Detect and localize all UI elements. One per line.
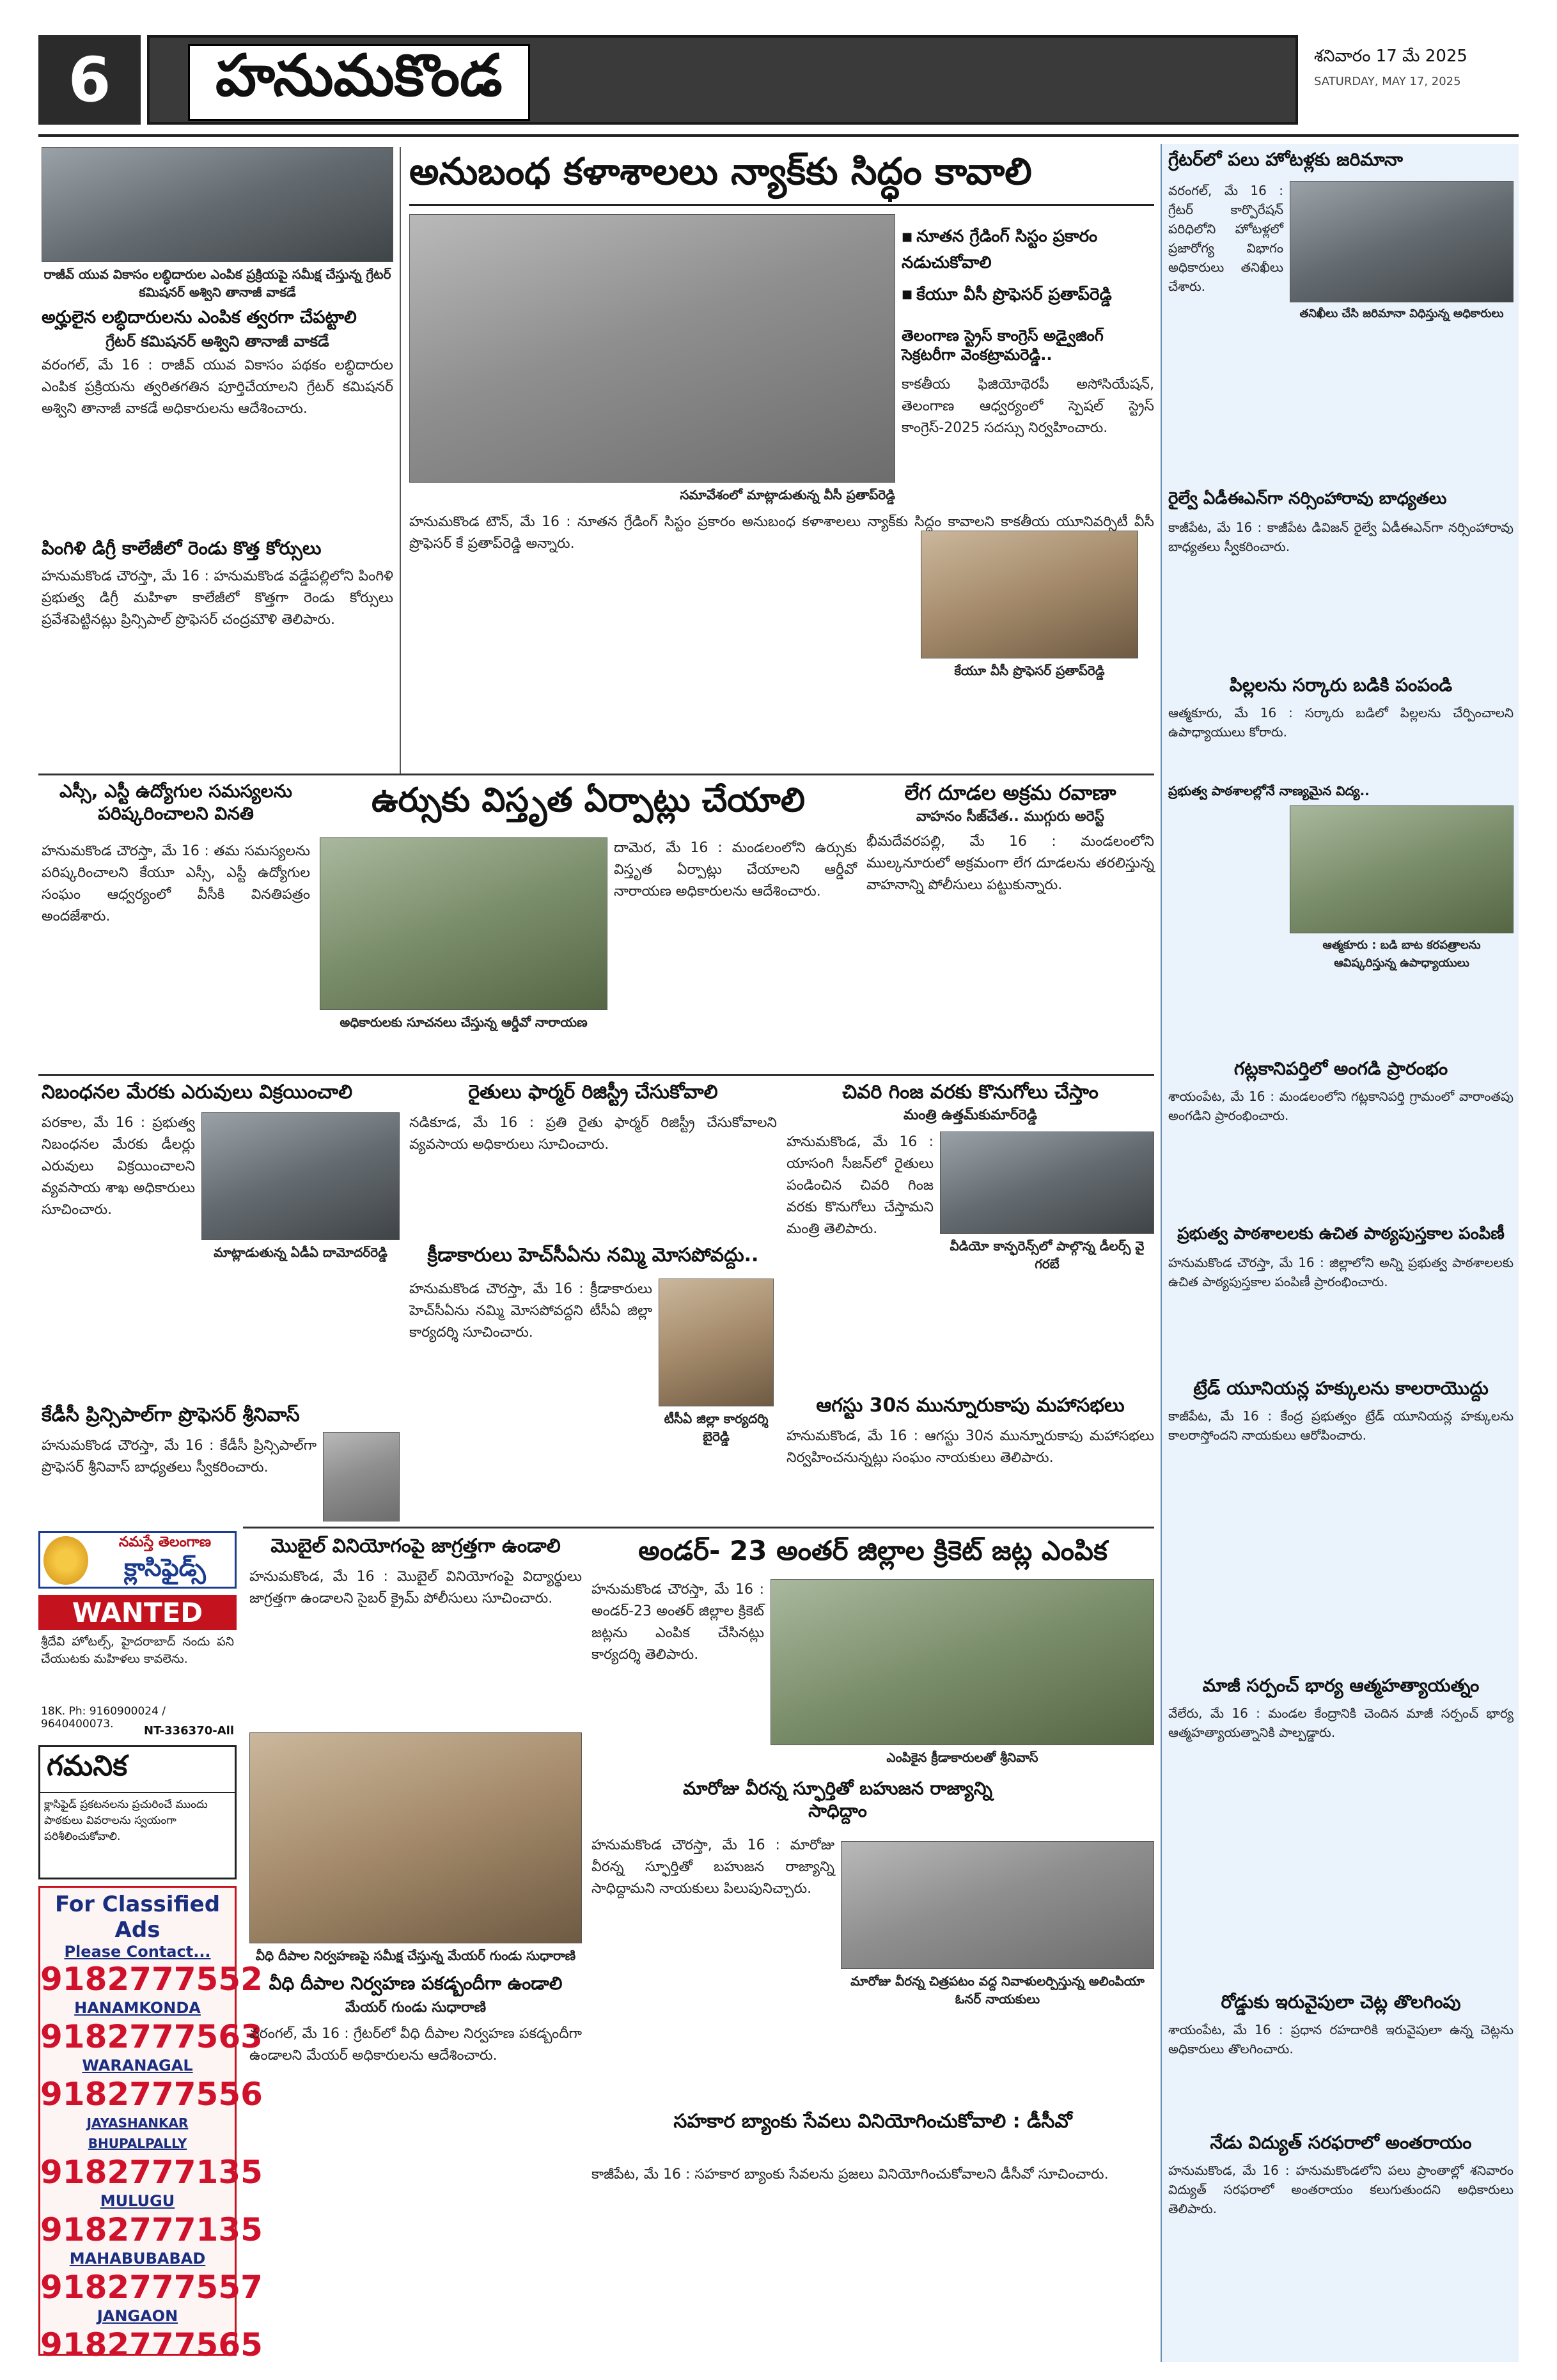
row3-c1-headline: నిబంధనల మేరకు ఎరువులు విక్రయించాలి bbox=[42, 1081, 353, 1103]
left2-headline: పింగిళి డిగ్రీ కాలేజీలో రెండు కొత్త కోర్సులు bbox=[42, 538, 322, 559]
wanted-body: శ్రీదేవి హోటల్స్, హైదరాబాద్ నందు పని చేయుటకు మహిళలు కావలెను. bbox=[41, 1635, 234, 1666]
row3-c3b-body: హనుమకొండ, మే 16 : ఆగస్టు 30న మున్నూరుకాపు మహాసభలు నిర్వహించనున్నట్లు సంఘం నాయకులు తెలిపారు. bbox=[786, 1428, 1154, 1466]
row3-c3-headline: చివరి గింజ వరకు కొనుగోలు చేస్తాం bbox=[842, 1081, 1099, 1103]
classifieds-header bbox=[38, 1531, 237, 1589]
row2-c3-sub: వాహనం సీజ్‌చేత.. ముగ్గురు అరెస్ట్ bbox=[916, 809, 1105, 825]
classifieds-brand: నమస్తే తెలంగాణ bbox=[118, 1534, 212, 1550]
classifieds-panel bbox=[38, 1531, 263, 2363]
wanted-phone: 18K. Ph: 9160900024 / 9640400073. bbox=[41, 1705, 166, 1731]
contact-phone-2: 9182777563 bbox=[40, 2018, 263, 2055]
row2-c1-headline: ఎస్సీ, ఎస్టీ ఉద్యోగుల సమస్యలను పరిష్కరించాలని వినతి bbox=[59, 781, 292, 824]
sb-a4-headline: గట్లకానిపర్తిలో అంగడి ప్రారంభం bbox=[1233, 1058, 1448, 1079]
sb-a1-caption: తనిఖీలు చేసి జరిమానా విధిస్తున్న అధికారులు bbox=[1299, 307, 1504, 320]
row4-c2-caption: ఎంపికైన క్రీడాకారులతో శ్రీనివాస్ bbox=[886, 1750, 1038, 1765]
row2-c2-body: దామెర, మే 16 : మండలంలోని ఉర్సుకు విస్తృత ఏర్పాట్లు చేయాలని ఆర్డీవో నారాయణ అధికారులను ఆదేశించారు. bbox=[614, 840, 857, 899]
sb-a8-body: శాయంపేట, మే 16 : ప్రధాన రహదారికి ఇరువైపులా ఉన్న చెట్లను అధికారులు తొలగించారు. bbox=[1168, 2022, 1514, 2057]
left1-headline: అర్హులైన లబ్ధిదారులను ఎంపిక త్వరగా చేపట్టాలి bbox=[42, 307, 357, 327]
row4-c1b-headline: వీధి దీపాల నిర్వహణ పకడ్బందీగా ఉండాలి bbox=[269, 1973, 563, 1994]
row2-c3-body: భీమదేవరపల్లి, మే 16 : మండలంలోని ముల్కనూరులో అక్రమంగా లేగ దూడలను తరలిస్తున్న వాహనాన్ని పోలీసులు పట్టుకున్నారు. bbox=[866, 834, 1154, 893]
contact-phone-3: 9182777556 bbox=[40, 2076, 263, 2113]
lead-body: హనుమకొండ టౌన్, మే 16 : నూతన గ్రేడింగ్ సిస్టం ప్రకారం అనుబంధ కళాశాలలు న్యాక్‌కు సిద్ధం కావాలని కాకతీయ యూనివర్సిటీ వీసీ ప్రొఫెసర్ కే ప్రతాప్‌రెడ్డి అన్నారు. bbox=[409, 514, 1154, 552]
contact-phone-5: 9182777135 bbox=[40, 2211, 263, 2248]
row4-c1-caption: వీధి దీపాల నిర్వహణపై సమీక్ష చేస్తున్న మేయర్ గుండు సుధారాణి bbox=[255, 1948, 576, 1963]
left1-body: వరంగల్, మే 16 : రాజీవ్ యువ వికాసం పథకం లబ్ధిదారుల ఎంపిక ప్రక్రియను త్వరితగతిన పూర్తిచేయాలని గ్రేటర్ కమిషనర్ అశ్విని తానాజీ వాకడే అధికారులను ఆదేశించారు. bbox=[42, 357, 393, 417]
row4-c2b-headline: మారోజు వీరన్న స్ఫూర్తితో బహుజన రాజ్యాన్ని సాధిద్దాం bbox=[683, 1778, 992, 1821]
ad-code: NT-336370-All bbox=[143, 1724, 234, 1738]
lead-headline: అనుబంధ కళాశాలలు న్యాక్‌కు సిద్ధం కావాలి bbox=[409, 148, 1154, 206]
row4-c2-body: హనుమకొండ చౌరస్తా, మే 16 : అండర్-23 అంతర్ జిల్లాల క్రికెట్ జట్లను ఎంపిక చేసినట్లు కార్యదర్శి తెలిపారు. bbox=[591, 1582, 764, 1663]
row3-c3b-headline: ఆగస్టు 30న మున్నూరుకాపు మహాసభలు bbox=[816, 1394, 1125, 1417]
row3-c1b-headline: కేడీసీ ప్రిన్సిపాల్‌గా ప్రొఫెసర్ శ్రీనివాస్ bbox=[42, 1404, 300, 1426]
row2-c2-caption: అధికారులకు సూచనలు చేస్తున్న ఆర్డీవో నారాయణ bbox=[340, 1015, 588, 1030]
row4-c2b-caption: మారోజు వీరన్న చిత్రపటం వద్ద నివాళులర్పిస్తున్న అలింపియా ఓనర్ నాయకులు bbox=[850, 1973, 1145, 2007]
row4-c2-photo bbox=[771, 1579, 1154, 1745]
row4-c2-headline: అండర్- 23 అంతర్ జిల్లాల క్రికెట్ జట్ల ఎంపిక bbox=[638, 1535, 1107, 1566]
row4-c1-headline: మొబైల్ వినియోగంపై జాగ్రత్తగా ఉండాలి bbox=[270, 1535, 561, 1557]
row3-c2b-portrait bbox=[659, 1279, 774, 1406]
lead-caption: సమావేశంలో మాట్లాడుతున్న వీసీ ప్రతాప్‌రెడ్డి bbox=[680, 487, 895, 502]
sb-a5-body: హనుమకొండ చౌరస్తా, మే 16 : జిల్లాలోని అన్ని ప్రభుత్వ పాఠశాలలకు ఉచిత పాఠ్యపుస్తకాల పంపిణీ ప్రారంభించారు. bbox=[1168, 1255, 1514, 1289]
row-divider-2 bbox=[38, 1074, 1154, 1076]
masthead bbox=[38, 35, 1519, 125]
contact-place-1: HANAMKONDA bbox=[74, 1999, 201, 2017]
row3-c2b-headline: క్రీడాకారులు హెచ్‌సీఏను నమ్మి మోసపోవద్దు.. bbox=[427, 1244, 759, 1266]
row3-c1b-portrait bbox=[323, 1432, 400, 1521]
sb-a4-body: శాయంపేట, మే 16 : మండలంలోని గట్లకానిపర్తి గ్రామంలో వారాంతపు అంగడిని ప్రారంభించారు. bbox=[1168, 1089, 1514, 1123]
row2-c3-headline: లేగ దూడల అక్రమ రవాణా bbox=[904, 781, 1116, 805]
lead-photo bbox=[409, 214, 895, 483]
sb-a3-photo bbox=[1290, 805, 1514, 933]
contact-phone-1: 9182777552 bbox=[40, 1961, 263, 1998]
contact-box bbox=[38, 1886, 263, 2363]
sb-a1-photo bbox=[1290, 181, 1514, 302]
left1-caption: రాజీవ్ యువ వికాసం లబ్ధిదారుల ఎంపిక ప్రక్రియపై సమీక్ష చేస్తున్న గ్రేటర్ కమిషనర్ అశ్విని తానాజీ వాకడే bbox=[43, 267, 391, 300]
wanted-banner: WANTED bbox=[38, 1595, 237, 1630]
sb-a6-headline: ట్రేడ్ యూనియన్ల హక్కులను కాలరాయొద్దు bbox=[1193, 1378, 1489, 1399]
lead-side-caption: కేయూ వీసీ ప్రొఫెసర్ ప్రతాప్‌రెడ్డి bbox=[954, 663, 1105, 678]
contact-phone-4: 9182777135 bbox=[40, 2154, 263, 2191]
left1-photo bbox=[42, 147, 393, 262]
row3-c1b-body: హనుమకొండ చౌరస్తా, మే 16 : కేడీసీ ప్రిన్సిపాల్‌గా ప్రొఫెసర్ శ్రీనివాస్ బాధ్యతలు స్వీకరించారు. bbox=[42, 1438, 317, 1475]
row4-c1b-body: వరంగల్, మే 16 : గ్రేటర్‌లో వీధి దీపాల నిర్వహణ పకడ్బందీగా ఉండాలని మేయర్ అధికారులను ఆదేశించారు. bbox=[249, 2026, 582, 2064]
sb-a3-headline: పిల్లలను సర్కారు బడికి పంపండి bbox=[1229, 674, 1453, 696]
sb-a9-body: హనుమకొండ, మే 16 : హనుమకొండలోని పలు ప్రాంతాల్లో శనివారం విద్యుత్ సరఫరాలో అంతరాయం కలుగుతుందని అధికారులు తెలిపారు. bbox=[1168, 2163, 1514, 2216]
row3-c3-caption: వీడియో కాన్ఫరెన్స్‌లో పాల్గొన్న డీలర్స్ వై గరబే bbox=[950, 1238, 1145, 1272]
row3-c2-headline: రైతులు ఫార్మర్ రిజిస్ట్రీ చేసుకోవాలి bbox=[468, 1081, 718, 1103]
row2-c1-body: హనుమకొండ చౌరస్తా, మే 16 : తమ సమస్యలను పరిష్కరించాలని కేయూ ఎస్సీ, ఎస్టీ ఉద్యోగుల సంఘం ఆధ్వర్యంలో వీసీకి వినతిపత్రం అందజేశారు. bbox=[42, 843, 310, 924]
sb-a6-body: కాజీపేట, మే 16 : కేంద్ర ప్రభుత్వం ట్రేడ్ యూనియన్ల హక్కులను కాలరాస్తోందని నాయకులు ఆరోపించారు. bbox=[1168, 1408, 1514, 1443]
sb-a1-body: వరంగల్, మే 16 : గ్రేటర్ కార్పొరేషన్ పరిధిలోని హోటళ్లలో ప్రజారోగ్య విభాగం అధికారులు తనిఖీలు చేశారు. bbox=[1168, 183, 1283, 294]
right-sidebar bbox=[1161, 144, 1519, 2362]
notice-title: గమనిక bbox=[40, 1747, 235, 1793]
row4-c1-body: హనుమకొండ, మే 16 : మొబైల్ వినియోగంపై విద్యార్థులు జాగ్రత్తగా ఉండాలని సైబర్ క్రైమ్ పోలీసులు సూచించారు. bbox=[249, 1569, 582, 1606]
row4-c2b-body: హనుమకొండ చౌరస్తా, మే 16 : మారోజు వీరన్న స్ఫూర్తితో బహుజన రాజ్యాన్ని సాధిద్దామని నాయకులు పిలుపునిచ్చారు. bbox=[591, 1837, 834, 1897]
page-number: 6 bbox=[38, 35, 141, 125]
namaste-logo-icon bbox=[43, 1536, 88, 1585]
notice-box bbox=[38, 1745, 237, 1879]
sb-a3-caption: ఆత్మకూరు : బడి బాట కరపత్రాలను ఆవిష్కరిస్తున్న ఉపాధ్యాయులు bbox=[1322, 938, 1481, 970]
left1-sub: గ్రేటర్ కమిషనర్ అశ్విని తానాజీ వాకడే bbox=[106, 332, 329, 350]
row3-c2-body: నడికూడ, మే 16 : ప్రతి రైతు ఫార్మర్ రిజిస్ట్రీ చేసుకోవాలని వ్యవసాయ అధికారులు సూచించారు. bbox=[409, 1115, 777, 1153]
row4-c1-photo bbox=[249, 1732, 582, 1943]
lead-side-body: కాకతీయ ఫిజియోథెరపీ అసోసియేషన్, తెలంగాణ ఆధ్వర్యంలో స్పెషల్ స్ట్రెస్ కాంగ్రెస్‌-2025 సదస్సు నిర్వహించారు. bbox=[902, 377, 1154, 436]
sb-a5-headline: ప్రభుత్వ పాఠశాలలకు ఉచిత పాఠ్యపుస్తకాల పంపిణీ bbox=[1177, 1224, 1505, 1243]
sb-a3-body: ఆత్మకూరు, మే 16 : సర్కారు బడిలో పిల్లలను చేర్పించాలని ఉపాధ్యాయులు కోరారు. bbox=[1168, 705, 1514, 740]
lead-bullet-2: ■ కేయూ వీసీ ప్రొఫెసర్ ప్రతాప్‌రెడ్డి bbox=[902, 282, 1154, 308]
row3-c2b-caption: టీసీఏ జిల్లా కార్యదర్శి బైరెడ్డి bbox=[664, 1411, 769, 1444]
row4-c3-body: కాజీపేట, మే 16 : సహకార బ్యాంకు సేవలను ప్రజలు వినియోగించుకోవాలని డీసీవో సూచించారు. bbox=[591, 2166, 1109, 2182]
sb-a1-headline: గ్రేటర్‌లో పలు హోటళ్లకు జరిమానా bbox=[1168, 149, 1404, 170]
row4-c3-headline: సహకార బ్యాంకు సేవలు వినియోగించుకోవాలి : డీసీవో bbox=[673, 2110, 1072, 2133]
row3-c1-caption: మాట్లాడుతున్న ఏడీఏ దామోదర్‌రెడ్డి bbox=[214, 1245, 387, 1260]
sb-a9-headline: నేడు విద్యుత్ సరఫరాలో అంతరాయం bbox=[1210, 2132, 1472, 2153]
contact-sub: Please Contact... bbox=[64, 1943, 211, 1961]
row4-c1b-sub: మేయర్ గుండు సుధారాణి bbox=[345, 2000, 487, 2016]
lead-side-headline: తెలంగాణ స్ట్రెస్ కాంగ్రెస్ అడ్వైజింగ్ సెక్రటరీగా వెంకట్రామరెడ్డి.. bbox=[902, 327, 1104, 364]
row2-c2-photo bbox=[320, 837, 607, 1010]
row3-c1-photo bbox=[201, 1112, 400, 1240]
contact-place-6: JANGAON bbox=[97, 2307, 178, 2325]
sb-a2-body: కాజీపేట, మే 16 : కాజీపేట డివిజన్ రైల్వే ఏడీఈఎన్‌గా నర్సింహారావు బాధ్యతలు స్వీకరించారు. bbox=[1168, 520, 1514, 554]
row3-c3-sub: మంత్రి ఉత్తమ్‌కుమార్‌రెడ్డి bbox=[903, 1107, 1038, 1123]
row3-c1-body: పరకాల, మే 16 : ప్రభుత్వ నిబంధనల మేరకు డీలర్లు ఎరువులు విక్రయించాలని వ్యవసాయ శాఖ అధికారులు సూచించారు. bbox=[42, 1115, 195, 1218]
row2-c2-headline: ఉర్సుకు విస్తృత ఏర్పాట్లు చేయాలి bbox=[372, 781, 805, 820]
contact-place-4: MULUGU bbox=[100, 2192, 175, 2210]
masthead-rule bbox=[38, 134, 1519, 137]
column-divider bbox=[400, 147, 401, 774]
contact-phone-7: 9182777565 bbox=[40, 2326, 263, 2363]
contact-place-5: MAHABUBABAD bbox=[69, 2250, 206, 2267]
contact-title: For Classified Ads bbox=[54, 1892, 221, 1943]
section-title: హనుమకొండ bbox=[188, 44, 530, 121]
contact-place-3: JAYASHANKAR BHUPALPALLY bbox=[86, 2115, 189, 2151]
sb-a2-headline: రైల్వే ఏడీఈఎన్‌గా నర్సింహారావు బాధ్యతలు bbox=[1168, 489, 1447, 508]
contact-place-2: WARANAGAL bbox=[82, 2057, 193, 2074]
notice-body: క్లాసిఫైడ్ ప్రకటనలను ప్రచురించే ముందు పాఠకులు వివరాలను స్వయంగా పరిశీలించుకోవాలి. bbox=[44, 1798, 208, 1843]
sb-a7-body: వేలేరు, మే 16 : మండల కేంద్రానికి చెందిన మాజీ సర్పంచ్ భార్య ఆత్మహత్యాయత్నానికి పాల్పడ్డారు. bbox=[1168, 1706, 1514, 1740]
row-divider-1 bbox=[38, 774, 1154, 775]
contact-phone-6: 9182777557 bbox=[40, 2269, 263, 2306]
row3-c3-photo bbox=[940, 1132, 1154, 1234]
sb-a3-sub: ప్రభుత్వ పాఠశాలల్లోనే నాణ్యమైన విద్య.. bbox=[1168, 783, 1370, 798]
date-english: SATURDAY, MAY 17, 2025 bbox=[1314, 75, 1461, 88]
date-telugu: శనివారం 17 మే 2025 bbox=[1314, 47, 1467, 66]
row3-c2b-body: హనుమకొండ చౌరస్తా, మే 16 : క్రీడాకారులు హెచ్‌సీఏను నమ్మి మోసపోవద్దని టీసీఏ జిల్లా కార్యదర్శి సూచించారు. bbox=[409, 1281, 652, 1341]
row4-c2b-photo bbox=[841, 1841, 1154, 1969]
row-divider-3 bbox=[243, 1527, 1154, 1528]
lead-bullets bbox=[902, 224, 1154, 313]
classifieds-title: క్లాసిఫైడ్స్ bbox=[124, 1553, 206, 1582]
section-banner bbox=[147, 35, 1298, 125]
sb-a7-headline: మాజీ సర్పంచ్ భార్య ఆత్మహత్యాయత్నం bbox=[1202, 1675, 1480, 1696]
sb-a8-headline: రోడ్డుకు ఇరువైపులా చెట్ల తొలగింపు bbox=[1221, 1991, 1461, 2012]
row3-c3-body: హనుమకొండ, మే 16 : యాసంగి సీజన్‌లో రైతులు పండించిన చివరి గింజ వరకు కొనుగోలు చేస్తామని మంత్రి తెలిపారు. bbox=[786, 1134, 934, 1237]
lead-bullet-1: ■ నూతన గ్రేడింగ్ సిస్టం ప్రకారం నడుచుకోవాలి bbox=[902, 224, 1154, 276]
lead-side-photo bbox=[921, 531, 1138, 658]
left2-body: హనుమకొండ చౌరస్తా, మే 16 : హనుమకొండ వడ్డేపల్లిలోని పింగిళి ప్రభుత్వ డిగ్రీ మహిళా కాలేజీలో కొత్తగా రెండు కోర్సులు ప్రవేశపెట్టినట్లు ప్రిన్సిపాల్ ప్రొఫెసర్ చంద్రమౌళి తెలిపారు. bbox=[42, 568, 393, 628]
